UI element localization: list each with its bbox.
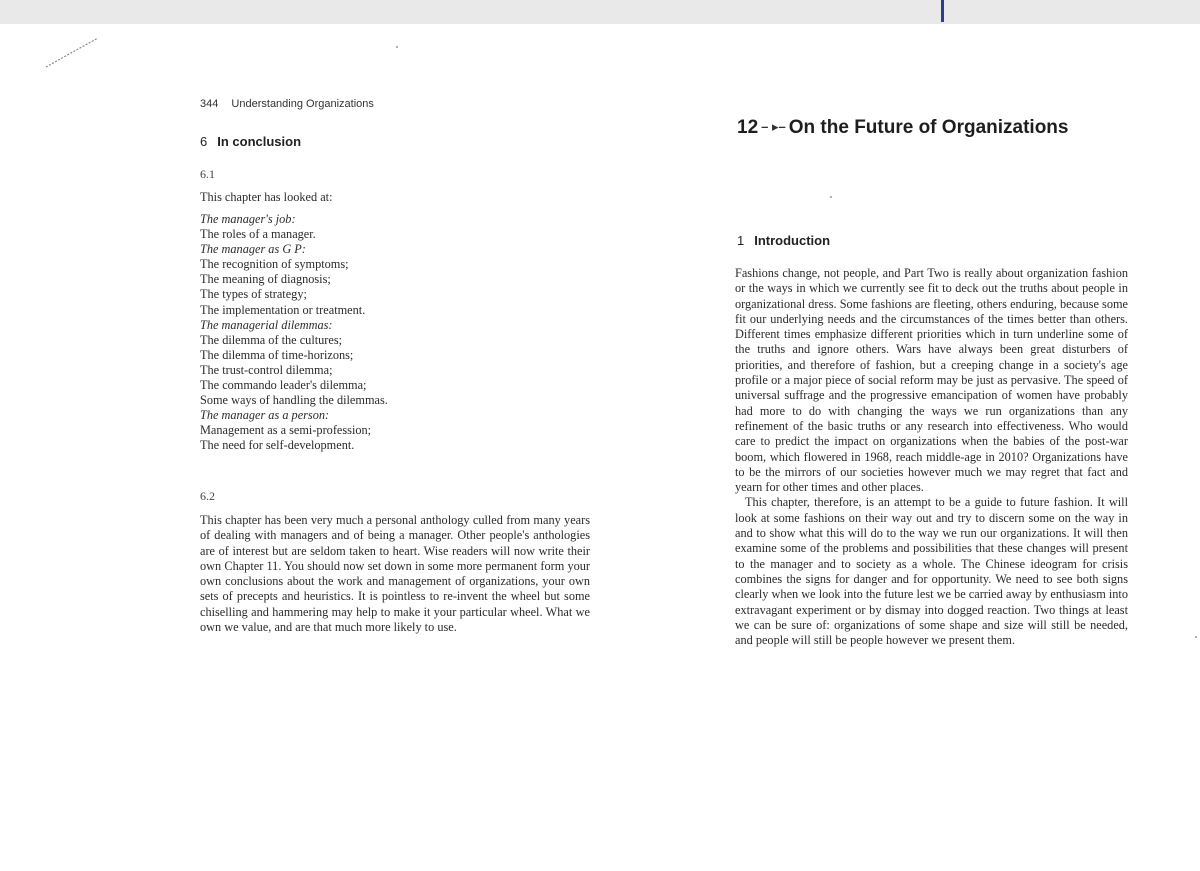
chapter-name: On the Future of Organizations: [788, 117, 1069, 138]
outline-heading: The managerial dilemmas:: [200, 317, 333, 332]
outline-item: The trust-control dilemma;: [200, 362, 333, 377]
running-head: [200, 98, 374, 110]
paragraph-text: Fashions change, not people, and Part Two is really about organization fashion or the ways in which we currently see fit to deck out the truths about people in organizational dress. Some fashions are fleeting, others enduring, because some fit our underlying needs and the circumstances of the times better than others. Different times emphasize different priorities which in turn underline some of the truths and ignore others. Wars have always been great disturbers of priorities, and therefore of fashion, but a creeping change in a society's age profile or a major piece of social reform may be just as pervasive. The speed of universal suffrage and the progressive emancipation of women have probably had more to do with changing the ways we run organizations than any refinement of the basic truths or any research into effectiveness. Who would care to predict the impact on organizations when the babies of the post-war boom, which flowered in 1968, reach middle-age in 2010? Organizations have to be the mirrors of our societies however much we may regret that fact and yearn for other times and other places.: [735, 266, 1128, 495]
section-title: Introduction: [754, 233, 831, 248]
closing-paragraph: [200, 513, 590, 635]
scan-binding-mark: [941, 0, 944, 22]
scan-speck: [830, 196, 832, 198]
subsection-number: 6.2: [200, 489, 215, 503]
introduction-body: [735, 266, 1128, 648]
section-number: 6: [200, 134, 208, 149]
outline-item: The recognition of symptoms;: [200, 257, 349, 272]
section-heading: [200, 134, 301, 149]
arrow-marker-icon: – ▸–: [761, 119, 786, 134]
summary-intro: This chapter has looked at:: [200, 190, 333, 204]
outline-item: Management as a semi-profession;: [200, 423, 372, 438]
outline-item: The roles of a manager.: [200, 227, 316, 242]
paragraph-text: This chapter has been very much a personal anthology culled from many years of dealing with managers and of being a manager. Other people's anthologies are of interest but are seldom taken to heart. Wise readers will now write their own Chapter 11. You should now set down in some more permanent form your own conclusions about the work and management of organizations, your own sets of precepts and heuristics. It is pointless to re-invent the wheel but some chiselling and hammering may help to make it your particular wheel. What we own we value, and are that much more likely to use.: [200, 513, 590, 635]
outline-heading: The manager's job:: [200, 212, 296, 226]
outline-item: The implementation or treatment.: [200, 302, 366, 317]
outline-item: The dilemma of the cultures;: [200, 332, 343, 347]
section-number: 1: [737, 233, 745, 248]
outline-heading: The manager as a person:: [200, 408, 330, 423]
chapter-summary-list: [200, 212, 500, 454]
chapter-number: 12: [737, 117, 759, 138]
scan-speck: [1195, 636, 1197, 638]
subsection-number: 6.1: [200, 167, 215, 181]
paragraph-text: This chapter, therefore, is an attempt to be a guide to future fashion. It will look at some fashions on their way out and try to discern some on the way in and to show what this will do to the way we run our organizations. It will then examine some of the problems and possibilities that these changes will present to the manager and to society as a whole. The Chinese ideogram for crisis combines the signs for danger and for opportunity. We need to see both signs clearly when we look into the future lest we be carried away by enthusiasm into extravagant experiment or by dismay into dogged reaction. Two things at least we can be sure of: organizations of some shape and size will still be needed, and people will still be people however we present them.: [735, 495, 1128, 648]
outline-item: The commando leader's dilemma;: [200, 378, 367, 393]
pen-stroke-mark: [44, 34, 104, 70]
outline-item: The types of strategy;: [200, 287, 307, 302]
running-head-title: Understanding Organizations: [231, 98, 374, 110]
outline-heading: The manager as G P:: [200, 242, 306, 257]
page-number: 344: [200, 98, 219, 110]
outline-item: The need for self-development.: [200, 438, 355, 453]
outline-item: Some ways of handling the dilemmas.: [200, 393, 388, 408]
outline-item: The meaning of diagnosis;: [200, 272, 331, 287]
section-title: In conclusion: [217, 134, 302, 149]
scan-top-edge: [0, 0, 1200, 24]
outline-item: The dilemma of time-horizons;: [200, 347, 354, 362]
scan-speck: [396, 46, 398, 48]
section-heading: [737, 233, 830, 248]
chapter-title: [737, 117, 1068, 139]
